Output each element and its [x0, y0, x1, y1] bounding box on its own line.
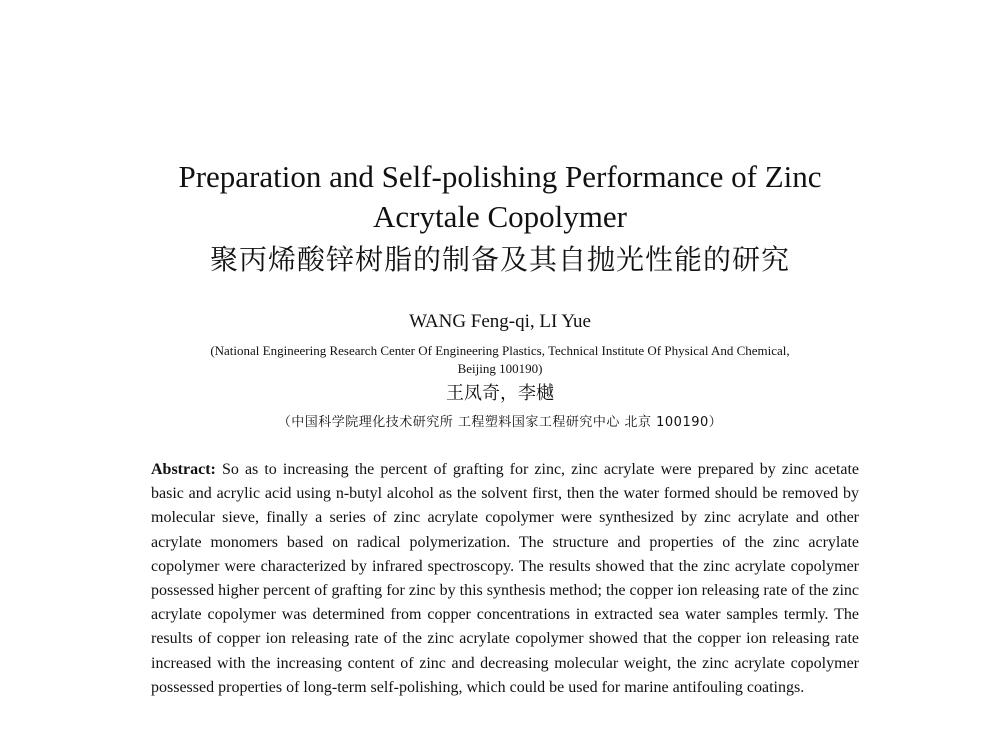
abstract-label: Abstract:: [151, 461, 216, 478]
title-english-line-2: Acrytale Copolymer: [373, 199, 627, 234]
affiliation-english-line-2: Beijing 100190): [457, 361, 543, 376]
affiliation-chinese: （中国科学院理化技术研究所 工程塑料国家工程研究中心 北京 100190）: [277, 415, 723, 430]
abstract: [151, 458, 859, 700]
authors-english: WANG Feng-qi, LI Yue: [409, 311, 591, 332]
abstract-text: So as to increasing the percent of grafting for zinc, zinc acrylate were prepared by zinc acetate basic and acrylic acid using n-butyl alcohol as the solvent first, then the water formed should be removed by molecular sieve, finally a series of zinc acrylate copolymer were synthesized by zinc acrylate and other acrylate monomers based on radical polymerization. The structure and properties of the zinc acrylate copolymer were characterized by infrared spectroscopy. The results showed that the zinc acrylate copolymer possessed higher percent of grafting for zinc by this synthesis method; the copper ion releasing rate of the zinc acrylate copolymer was determined from copper concentrations in extracted sea water samples termly. The results of copper ion releasing rate of the zinc acrylate copolymer showed that the copper ion releasing rate increased with the increasing content of zinc and decreasing molecular weight, the zinc acrylate copolymer possessed properties of long-term self-polishing, which could be used for marine antifouling coatings.: [151, 461, 859, 696]
title-chinese: 聚丙烯酸锌树脂的制备及其自抛光性能的研究: [209, 243, 790, 276]
title-english-line-1: Preparation and Self-polishing Performance of Zinc: [178, 159, 822, 194]
affiliation-english-line-1: (National Engineering Research Center Of Engineering Plastics, Technical Institute Of Physical And Chemical,: [210, 343, 790, 358]
authors-chinese: 王凤奇，李樾: [446, 383, 554, 404]
